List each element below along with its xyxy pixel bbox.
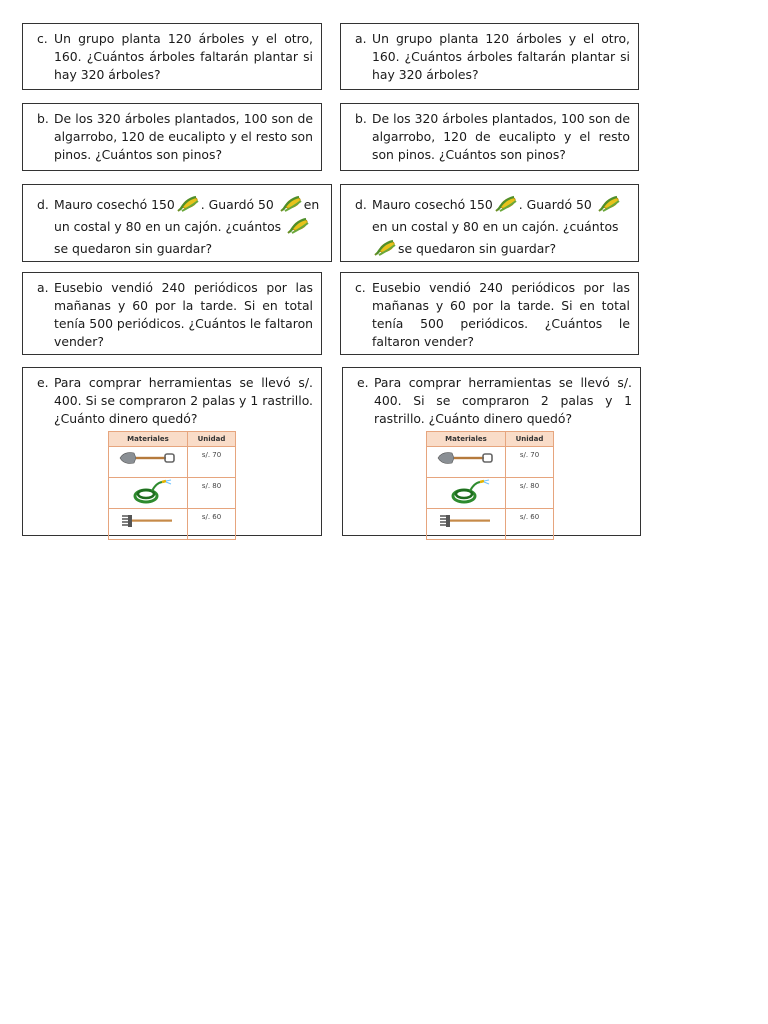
problem-letter: d.	[355, 197, 367, 212]
problem-letter: d.	[37, 197, 49, 212]
problem-letter: b.	[37, 111, 49, 126]
table-row	[427, 509, 554, 540]
rake-icon	[436, 510, 496, 532]
table-header-row	[427, 432, 554, 447]
hose-icon	[118, 479, 178, 505]
problem-text: Para comprar herramientas se llevó s/. 400. Si se compraron 2 palas y 1 rastrillo. ¿Cuánto dinero quedó?	[54, 375, 313, 426]
problem-text: Un grupo planta 120 árboles y el otro, 160. ¿Cuántos árboles faltarán plantar si hay 320 árboles?	[54, 31, 313, 82]
corn-icon	[373, 239, 397, 257]
column-header-materials: Materiales	[427, 432, 506, 447]
problem-text-part: en un costal y 80 en un cajón. ¿cuántos	[54, 197, 320, 234]
problem-text	[372, 194, 630, 260]
corn-icon	[597, 195, 621, 213]
price-cell: s/. 80	[188, 478, 236, 509]
price-cell: s/. 70	[188, 447, 236, 478]
corn-icon	[279, 195, 303, 213]
shovel-icon	[118, 448, 178, 468]
problem-letter: c.	[37, 31, 48, 46]
table-row	[109, 447, 236, 478]
corn-icon	[176, 195, 200, 213]
table-row	[109, 478, 236, 509]
problem-text: Para comprar herramientas se llevó s/. 400. Si se compraron 2 palas y 1 rastrillo. ¿Cuánto dinero quedó?	[374, 375, 632, 426]
problem-text-part: se quedaron sin guardar?	[398, 241, 557, 256]
problem-text-part: . Guardó 50	[200, 197, 274, 212]
hose-icon	[436, 479, 496, 505]
problem-letter: b.	[355, 111, 367, 126]
corn-icon	[494, 195, 518, 213]
column-header-unit: Unidad	[506, 432, 554, 447]
price-cell: s/. 60	[188, 509, 236, 540]
problem-text-part: en un costal y 80 en un cajón. ¿cuántos	[372, 219, 619, 234]
column-header-materials: Materiales	[109, 432, 188, 447]
problem-card-b-2	[340, 103, 639, 171]
problem-letter: a.	[37, 280, 49, 295]
problem-text-part: Mauro cosechó 150	[54, 197, 175, 212]
problem-letter: c.	[355, 280, 366, 295]
problem-card-a-1	[340, 23, 639, 90]
problem-card-d-1	[22, 184, 332, 262]
problem-card-a-2	[22, 272, 322, 355]
table-row	[427, 478, 554, 509]
problem-card-d-2	[340, 184, 639, 262]
problem-card-c-2	[340, 272, 639, 355]
price-cell: s/. 70	[506, 447, 554, 478]
problem-text: Eusebio vendió 240 periódicos por las mañanas y 60 por la tarde. Si en total tenía 500 periódicos. ¿Cuántos le faltaron vender?	[372, 280, 630, 349]
column-header-unit: Unidad	[188, 432, 236, 447]
table-header-row	[109, 432, 236, 447]
problem-letter: a.	[355, 31, 367, 46]
rake-icon	[118, 510, 178, 532]
corn-icon	[286, 217, 310, 235]
problem-text: De los 320 árboles plantados, 100 son de algarrobo, 120 de eucalipto y el resto son pinos. ¿Cuántos son pinos?	[372, 111, 630, 162]
table-row	[109, 509, 236, 540]
problem-card-c-1	[22, 23, 322, 90]
problem-text-part: se quedaron sin guardar?	[54, 241, 213, 256]
shovel-icon	[436, 448, 496, 468]
problem-text: Un grupo planta 120 árboles y el otro, 160. ¿Cuántos árboles faltarán plantar si hay 320 árboles?	[372, 31, 630, 82]
price-cell: s/. 60	[506, 509, 554, 540]
problem-text-part: Mauro cosechó 150	[372, 197, 493, 212]
problem-card-b-1	[22, 103, 322, 171]
problem-letter: e.	[37, 375, 49, 390]
tools-price-table	[108, 431, 236, 540]
problem-text: Eusebio vendió 240 periódicos por las mañanas y 60 por la tarde. Si en total tenía 500 periódicos. ¿Cuántos le faltaron vender?	[54, 280, 314, 349]
problem-letter: e.	[357, 375, 369, 390]
problem-text: De los 320 árboles plantados, 100 son de algarrobo, 120 de eucalipto y el resto son pinos. ¿Cuántos son pinos?	[54, 111, 313, 162]
problem-text-part: . Guardó 50	[518, 197, 592, 212]
price-cell: s/. 80	[506, 478, 554, 509]
tools-price-table	[426, 431, 554, 540]
table-row	[427, 447, 554, 478]
problem-text	[54, 194, 323, 260]
